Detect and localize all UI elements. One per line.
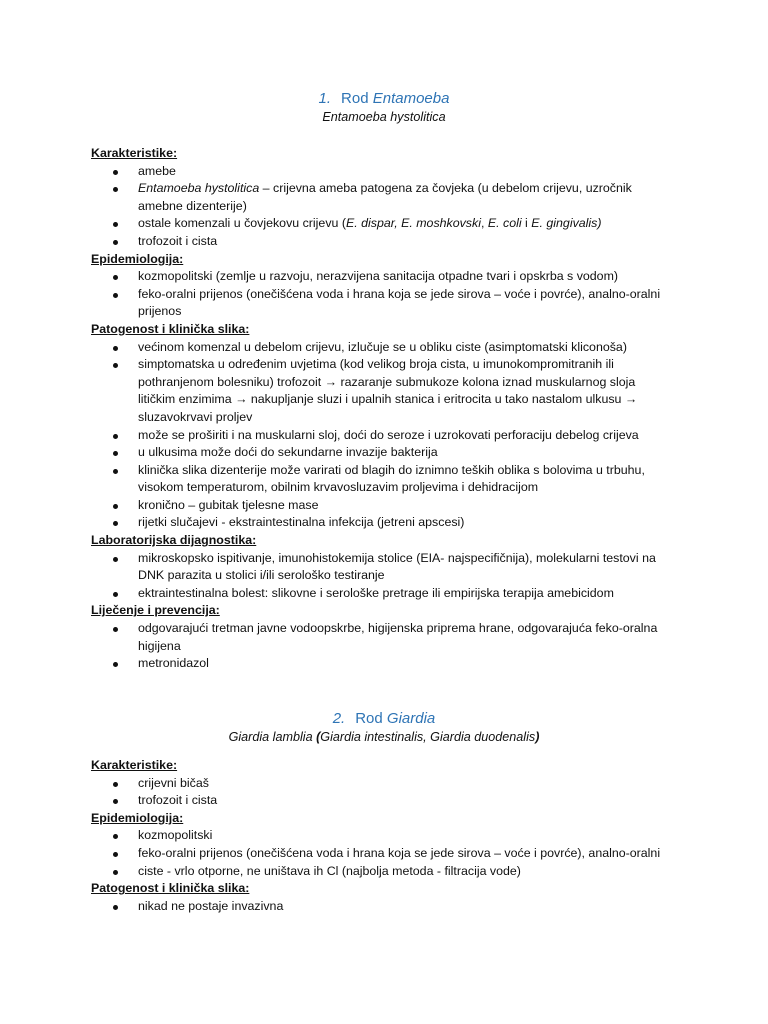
list-item-text: crijevni bičaš [138, 775, 209, 790]
list-item-text: može se proširiti i na muskularni sloj, doći do seroze i uzrokovati perforaciju debelog crijeva [138, 427, 639, 442]
list-item [91, 863, 671, 881]
list-item [91, 180, 671, 215]
list-item [91, 427, 671, 445]
list-item-text: metronidazol [138, 656, 209, 671]
list-item [91, 356, 671, 426]
species-paren: ) [535, 730, 540, 744]
heading-karakteristike: Karakteristike: [91, 758, 178, 772]
bullet-icon [113, 592, 118, 597]
list-item [91, 775, 671, 793]
heading-patogenost: Patogenost i klinička slika: [91, 881, 250, 896]
section-rod-label: Rod [341, 90, 369, 107]
bullet-icon [113, 170, 118, 175]
bullet-icon [113, 293, 118, 298]
bullet-icon [113, 852, 118, 857]
list-item-text: nikad ne postaje invazivna [138, 898, 284, 913]
list-item [91, 268, 671, 286]
list-patogenost [91, 898, 671, 916]
list-item [91, 497, 671, 515]
section-species-2 [0, 729, 768, 746]
list-patogenost [91, 339, 671, 533]
species-name: E. coli [487, 216, 522, 231]
section-2-body [91, 757, 671, 915]
bullet-icon [113, 834, 118, 839]
bullet-icon [113, 799, 118, 804]
list-item-text: trofozoit i cista [138, 233, 218, 248]
list-item [91, 339, 671, 357]
species-name: Giardia lamblia [228, 730, 313, 744]
list-lijecenje [91, 620, 671, 673]
bullet-icon [113, 222, 118, 227]
list-item-text: kozmopolitski (zemlje u razvoju, nerazvijena sanitacija otpadne tvari i opskrba s vodom) [138, 269, 619, 284]
list-item-text: kozmopolitski [138, 828, 213, 843]
bullet-icon [113, 504, 118, 509]
section-genus: Giardia [386, 710, 436, 727]
species-name: E. dispar, E. moshkovski [345, 216, 481, 231]
section-rod-label: Rod [355, 710, 383, 727]
bullet-icon [113, 187, 118, 192]
list-item-text: simptomatska u određenim uvjetima (kod velikog broja cista, u imunokompromitranih ili pothranjenom bolesniku) trofozoit → razaranje submukoze kolona iznad muskularnog sloja litičkim enzimima → nakupljanje sluzi i upalnih stanica i eritrocita u tako nastalom ulkusu → sluzavokrvavi proljev [138, 357, 638, 424]
bullet-icon [113, 627, 118, 632]
heading-patogenost: Patogenost i klinička slika: [91, 321, 250, 336]
list-karakteristike [91, 163, 671, 251]
section-title-2 [0, 710, 768, 728]
list-item-text: ektraintestinalna bolest: slikovne i serološke pretrage ili empirijska terapija amebicidom [138, 585, 614, 600]
species-synonyms: Giardia intestinalis, Giardia duodenalis [320, 730, 536, 744]
bullet-icon [113, 240, 118, 245]
list-item [91, 215, 671, 233]
list-item-text: amebe [138, 163, 176, 178]
section-species-1: Entamoeba hystolitica [322, 110, 446, 124]
heading-laboratorijska: Laboratorijska dijagnostika: [91, 533, 257, 548]
section-title-1 [0, 90, 768, 108]
list-item-text: odgovarajući tretman javne vodoopskrbe, higijenska priprema hrane, odgovarajuća feko-oralna higijena [138, 621, 658, 653]
bullet-icon [113, 434, 118, 439]
heading-epidemiologija: Epidemiologija: [91, 251, 184, 266]
bullet-icon [113, 782, 118, 787]
list-epidemiologija [91, 268, 671, 321]
list-item-text: – crijevna ameba patogena za čovjeka (u debelom crijevu, uzročnik amebne dizenterije) [138, 181, 632, 213]
list-item-text: feko-oralni prijenos (onečišćena voda i hrana koja se jede sirova – voće i povrće), analno-oralni prijenos [138, 286, 661, 319]
bullet-icon [113, 469, 118, 474]
species-name: Entamoeba hystolitica [138, 181, 260, 196]
list-laboratorijska [91, 550, 671, 603]
bullet-icon [113, 905, 118, 910]
list-item [91, 792, 671, 810]
species-name: E. gingivalis) [531, 216, 602, 231]
list-karakteristike [91, 775, 671, 810]
list-item-text: rijetki slučajevi - ekstraintestinalna infekcija (jetreni apscesi) [138, 515, 465, 530]
list-item [91, 514, 671, 532]
heading-karakteristike: Karakteristike: [91, 146, 178, 160]
species-paren: ( [312, 730, 321, 744]
bullet-icon [113, 870, 118, 875]
list-item-text: klinička slika dizenterije može varirati od blagih do iznimno teških oblika s bolovima u trbuhu, visokom temperaturom, obilnim krvavosluzavim proljevima i dehidracijom [138, 462, 645, 495]
list-item-text: i [521, 216, 532, 231]
list-item-text: ostale komenzali u čovjekovu crijevu ( [138, 216, 346, 231]
bullet-icon [113, 363, 118, 368]
list-item-text: većinom komenzal u debelom crijevu, izlučuje se u obliku ciste (asimptomatski kliconoša) [138, 339, 627, 354]
bullet-icon [113, 346, 118, 351]
bullet-icon [113, 521, 118, 526]
list-item [91, 898, 671, 916]
list-item [91, 286, 671, 321]
bullet-icon [113, 451, 118, 456]
bullet-icon [113, 662, 118, 667]
list-epidemiologija [91, 827, 671, 880]
list-item [91, 462, 671, 497]
section-genus: Entamoeba [372, 90, 450, 107]
list-item-text: u ulkusima može doći do sekundarne invazije bakterija [138, 445, 438, 460]
list-item-text: feko-oralni prijenos (onečišćena voda i hrana koja se jede sirova – voće i povrće), analno-oralni [138, 845, 661, 860]
bullet-icon [113, 557, 118, 562]
section-number: 1. [318, 90, 332, 107]
list-item-text: ciste - vrlo otporne, ne uništava ih Cl (najbolja metoda - filtracija vode) [138, 863, 521, 878]
list-item [91, 163, 671, 181]
heading-lijecenje: Liječenje i prevencija: [91, 603, 220, 618]
list-item [91, 585, 671, 603]
list-item [91, 233, 671, 251]
list-item-text: kronično – gubitak tjelesne mase [138, 497, 319, 512]
bullet-icon [113, 275, 118, 280]
list-item [91, 550, 671, 585]
list-item [91, 655, 671, 673]
list-item-text: , [480, 216, 488, 231]
section-number: 2. [332, 710, 346, 727]
list-item [91, 827, 671, 845]
list-item [91, 444, 671, 462]
list-item [91, 845, 671, 863]
heading-epidemiologija: Epidemiologija: [91, 810, 184, 825]
list-item-text: trofozoit i cista [138, 793, 218, 808]
list-item-text: mikroskopsko ispitivanje, imunohistokemija stolice (EIA- najspecifičnija), molekularni testovi na DNK parazita u stolici i/ili serološko testiranje [138, 550, 656, 583]
list-item [91, 620, 671, 655]
section-1-body [91, 145, 671, 673]
